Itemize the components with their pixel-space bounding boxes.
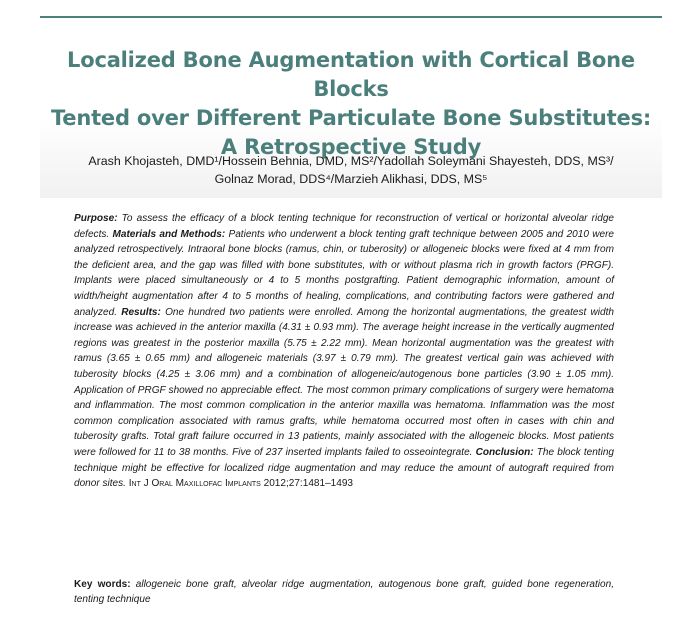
title-line-2: Tented over Different Particulate Bone Substitutes: xyxy=(50,106,652,130)
author-line-2: Golnaz Morad, DDS⁴/Marzieh Alikhasi, DDS, MS⁵ xyxy=(214,172,488,186)
methods-label: Materials and Methods: xyxy=(112,228,226,240)
conclusion-label: Conclusion: xyxy=(475,446,534,458)
abstract xyxy=(74,211,614,492)
top-rule xyxy=(40,16,662,18)
citation-ref: 2012;27:1481–1493 xyxy=(260,478,354,490)
conclusion-text: The block tenting technique might be effective for localized ridge augmentation and may reduce the amount of autograft required from donor sites. xyxy=(74,446,614,490)
author-line-1: Arash Khojasteh, DMD¹/Hossein Behnia, DMD, MS²/Yadollah Soleymani Shayesteh, DDS, MS³/ xyxy=(88,154,614,168)
results-text: One hundred two patients were enrolled. Among the horizontal augmentations, the greatest width increase was achieved in the anterior maxilla (4.31 ± 0.93 mm). The average height increase in the vertically augmented regions was greatest in the posterior maxilla (5.75 ± 2.22 mm). Mean horizontal augmentation was the greatest with ramus (3.65 ± 0.65 mm) and allogeneic materials (3.97 ± 0.79 mm). The greatest vertical gain was achieved with tuberosity blocks (4.25 ± 3.06 mm) and a combination of allogeneic/autogenous bone particles (3.90 ± 1.05 mm). Application of PRGF showed no appreciable effect. The most common primary complications of surgery were hematoma and inflammation. The most common complication in the anterior maxilla was hematoma. Inflammation was the most common complication associated with ramus grafts, while hematoma occurred most often in cases with chin and tuberosity grafts. Total graft failure occurred in 13 patients, mainly associated with the allogeneic blocks. Most patients were followed for 11 to 38 months. Five of 237 inserted implants failed to osseointegrate. xyxy=(74,306,614,458)
title-line-3: A Retrospective Study xyxy=(220,135,482,159)
keywords-text: allogeneic bone graft, alveolar ridge augmentation, autogenous bone graft, guided bone regeneration, tenting technique xyxy=(74,579,614,605)
keywords xyxy=(74,577,614,607)
purpose-label: Purpose: xyxy=(74,213,118,224)
methods-text: Patients who underwent a block tenting graft technique between 2005 and 2010 were analyzed retrospectively. Intraoral bone blocks (ramus, chin, or tuberosity) or allogeneic blocks were fixed at 4 mm from the deficient area, and the gap was filled with bone substitutes, with or without plasma rich in growth factors (PRGF). Implants were placed simultaneously or 4 to 5 months postgrafting. Patient demographic information, amount of width/height augmentation after 4 to 5 months of healing, complications, and contributing factors were gathered and analyzed. xyxy=(74,228,615,318)
author-list xyxy=(40,152,662,188)
title-line-1: Localized Bone Augmentation with Cortical Bone Blocks xyxy=(67,48,635,101)
results-label: Results: xyxy=(121,306,161,318)
article-title xyxy=(40,46,662,162)
purpose-text: To assess the efficacy of a block tenting technique for reconstruction of vertical or horizontal alveolar ridge defects. xyxy=(74,213,614,240)
keywords-label: Key words: xyxy=(74,579,131,590)
citation-journal: Int J Oral Maxillofac Implants xyxy=(128,478,261,490)
